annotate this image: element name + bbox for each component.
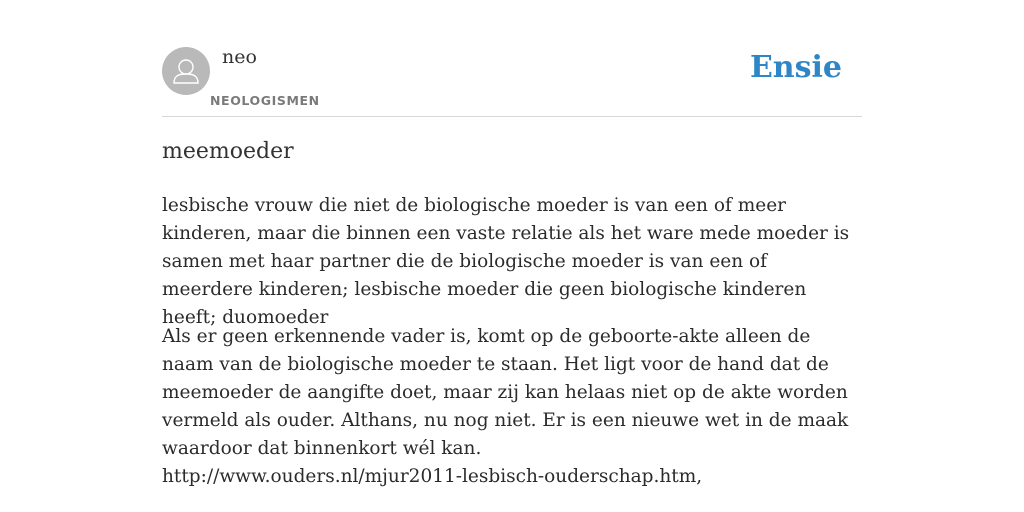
brand-logo[interactable]: Ensie xyxy=(749,50,842,85)
author-name[interactable]: neo xyxy=(222,46,257,68)
entry-example xyxy=(162,323,862,491)
user-icon xyxy=(162,47,210,95)
source-link[interactable]: http://www.ouders.nl/mjur2011-lesbisch-ouderschap.htm, xyxy=(162,466,703,487)
example-text: Als er geen erkennende vader is, komt op de geboorte-akte alleen de naam van de biologische moeder te staan. Het ligt voor de hand dat de meemoeder de aangifte doet, maar zij kan helaas niet op de akte worden vermeld als ouder. Althans, nu nog niet. Er is een nieuwe wet in de maak waardoor dat binnenkort wél kan. xyxy=(162,326,849,459)
category-label[interactable]: NEOLOGISMEN xyxy=(210,93,320,108)
entry-definition: lesbische vrouw die niet de biologische moeder is van een of meer kinderen, maar die binnen een vaste relatie als het ware mede moeder is samen met haar partner die de biologische moeder is van een of meerdere kinderen; lesbische moeder die geen biologische kinderen heeft; duomoeder xyxy=(162,195,850,328)
avatar[interactable] xyxy=(162,47,210,95)
entry-header xyxy=(162,46,862,117)
entry-title: meemoeder xyxy=(162,139,294,164)
